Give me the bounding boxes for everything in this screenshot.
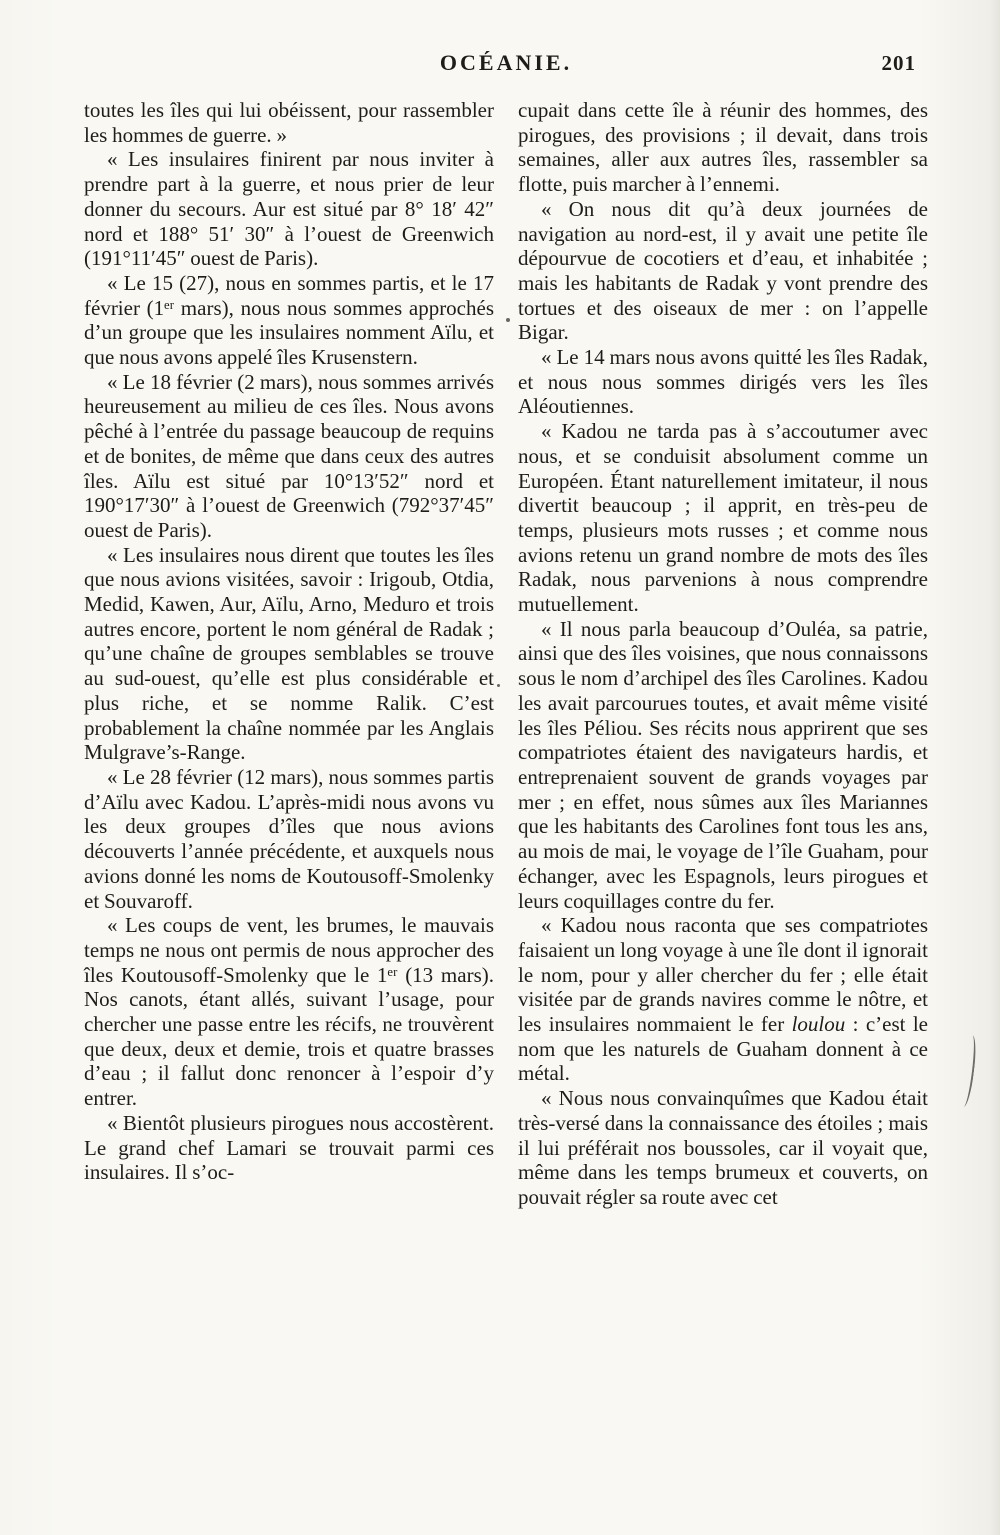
page-number: 201 [881, 51, 916, 75]
paragraph: « Les insulaires finirent par nous inviter à prendre part à la guerre, et nous prier de leur donner du secours. Aur est situé par 8° 18′ 42″ nord et 188° 51′ 30″ à l’ouest de Greenwich (191°11′45″ ouest de Paris). [84, 147, 494, 271]
paragraph: « Le 15 (27), nous en sommes partis, et le 17 février (1ᵉʳ mars), nous nous sommes approchés d’un groupe que les insulaires nomment Aïlu, et que nous avons appelé îles Krusenstern. [84, 270, 494, 370]
running-title: OCÉANIE. [439, 50, 573, 75]
paragraph: « Les coups de vent, les brumes, le mauvais temps ne nous ont permis de nous approcher des îles Koutousoff-Smolenky que le 1ᵉʳ (13 mars). Nos canots, étant allés, suivant l’usage, pour chercher une passe entre les récifs, ne trouvèrent que deux, deux et demie, trois et quatre brasses d’eau ; il fallut donc renoncer à l’espoir d’y entrer. [84, 913, 494, 1111]
paragraph: « Bientôt plusieurs pirogues nous accostèrent. Le grand chef Lamari se trouvait parmi ces insulaires. Il s’oc- [84, 1110, 494, 1185]
paragraph: « Le 28 février (12 mars), nous sommes partis d’Aïlu avec Kadou. L’après-midi nous avons vu les deux groupes d’îles que nous avions découverts l’année précédente, et auxquels nous avions donné les noms de Koutousoff-Smolenky et Souvaroff. [84, 764, 494, 913]
paragraph: « Les insulaires nous dirent que toutes les îles que nous avions visitées, savoir : Irigoub, Otdia, Medid, Kawen, Aur, Aïlu, Arno, Meduro et trois autres encore, portent le nom général de Radak ; qu’une chaîne de groupes semblables se trouve au sud-ouest, qu’elle est plus considérable et plus riche, et se nomme Ralik. C’est probablement la chaîne nommée par les Anglais Mulgrave’s-Range. [84, 542, 494, 765]
scan-artifact-speck [497, 684, 500, 687]
paragraph-segment: : c’est le nom que les naturels de Guaham donnent à ce métal. [518, 1012, 928, 1086]
paragraph [518, 913, 928, 1086]
right-column [518, 98, 928, 1210]
page-header [84, 50, 928, 84]
paragraph: « Le 18 février (2 mars), nous sommes arrivés heureusement au milieu de ces îles. Nous avons pêché à l’entrée du passage beaucoup de requins et de bonites, de même que dans ceux des autres îles. Aïlu est situé par 10°13′52″ nord et 190°17′30″ à l’ouest de Greenwich (792°37′45″ ouest de Paris). [84, 369, 494, 542]
paragraph: cupait dans cette île à réunir des hommes, des pirogues, des provisions ; il devait, dans trois semaines, aller aux autres îles, rassembler sa flotte, puis marcher à l’ennemi. [518, 98, 928, 197]
paragraph: « Nous nous convainquîmes que Kadou était très-versé dans la connaissance des étoiles ; mais il lui préférait nos boussoles, car il voyait que, même dans les temps brumeux et couverts, on pouvait régler sa route avec cet [518, 1086, 928, 1209]
paragraph-segment-italic: loulou [791, 1012, 846, 1037]
scan-artifact-scratch [958, 1035, 979, 1108]
text-columns [84, 98, 928, 1210]
left-column [84, 98, 494, 1210]
paragraph: « Kadou ne tarda pas à s’accoutumer avec nous, et se conduisit absolument comme un Européen. Étant naturellement imitateur, il nous divertit beaucoup ; il apprit, en très-peu de temps, plusieurs mots russes ; et comme nous avions retenu un grand nombre de mots des îles Radak, nous parvenions à nous comprendre mutuellement. [518, 419, 928, 617]
paragraph: « Le 14 mars nous avons quitté les îles Radak, et nous nous sommes dirigés vers les îles Aléoutiennes. [518, 345, 928, 419]
paragraph: toutes les îles qui lui obéissent, pour rassembler les hommes de guerre. » [84, 98, 494, 147]
paragraph-segment: « Kadou nous raconta que ses compatriotes faisaient un long voyage à une île dont il ignorait le nom, pour y aller chercher du fer ; elle était visitée par de grands navires comme le nôtre, et les insulaires nommaient le fer [518, 913, 928, 1037]
scan-artifact-speck [506, 318, 510, 322]
paragraph: « Il nous parla beaucoup d’Ouléa, sa patrie, ainsi que des îles voisines, que nous connaissons sous le nom d’archipel des îles Carolines. Kadou les avait parcourues toutes, et avait même visité les îles Péliou. Ses récits nous apprirent que ses compatriotes étaient des navigateurs hardis, et entreprenaient souvent de grands voyages par mer ; en effet, nous sûmes aux îles Mariannes que les habitants des Carolines font tous les ans, au mois de mai, le voyage de l’île Guaham, pour échanger, avec les Espagnols, leurs pirogues et leurs coquillages contre du fer. [518, 616, 928, 913]
paragraph: « On nous dit qu’à deux journées de navigation au nord-est, il y avait une petite île dépourvue de cocotiers et d’eau, et inhabitée ; mais les habitants de Radak y vont prendre des tortues et des oiseaux de mer : on l’appelle Bigar. [518, 196, 928, 345]
